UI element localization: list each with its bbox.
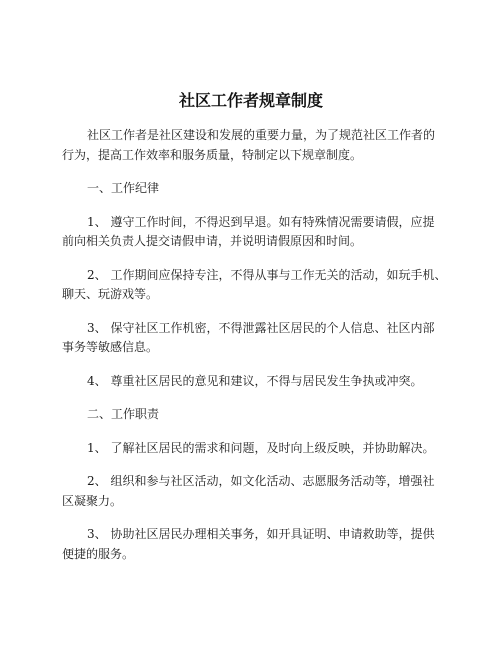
duties-item-2 bbox=[62, 472, 450, 511]
section-heading: 二、工作职责 bbox=[87, 407, 160, 421]
document-title: 社区工作者规章制度 bbox=[178, 91, 323, 110]
paragraph-line: 便捷的服务。 bbox=[62, 546, 135, 561]
paragraph-line: 4、 尊重社区居民的意见和建议，不得与居民发生争执或冲突。 bbox=[87, 373, 423, 388]
paragraph-line: 行为，提高工作效率和服务质量，特制定以下规章制度。 bbox=[62, 147, 363, 162]
section-heading-duties bbox=[62, 405, 450, 425]
duties-item-1 bbox=[62, 439, 450, 459]
discipline-item-1 bbox=[62, 213, 450, 252]
section-heading-discipline bbox=[62, 179, 450, 199]
paragraph-line: 1、 了解社区居民的需求和问题，及时向上级反映，并协助解决。 bbox=[87, 440, 435, 455]
section-heading: 一、工作纪律 bbox=[87, 181, 160, 195]
discipline-item-2 bbox=[62, 266, 450, 305]
intro-paragraph bbox=[62, 126, 450, 165]
paragraph-line: 社区工作者是社区建设和发展的重要力量，为了规范社区工作者的 bbox=[87, 128, 436, 142]
paragraph-line: 前向相关负责人提交请假申请，并说明请假原因和时间。 bbox=[62, 234, 363, 248]
paragraph-line: 1、 遵守工作时间，不得迟到早退。如有特殊情况需要请假，应提 bbox=[87, 214, 435, 229]
paragraph-line: 3、 保守社区工作机密，不得泄露社区居民的个人信息、社区内部 bbox=[87, 320, 435, 335]
paragraph-line: 区凝聚力。 bbox=[62, 493, 123, 508]
paragraph-line: 2、 工作期间应保持专注，不得从事与工作无关的活动，如玩手机、 bbox=[87, 267, 447, 282]
discipline-item-3 bbox=[62, 319, 450, 358]
paragraph-line: 2、 组织和参与社区活动，如文化活动、志愿服务活动等，增强社 bbox=[87, 474, 435, 488]
paragraph-line: 3、 协助社区居民办理相关事务，如开具证明、申请救助等，提供 bbox=[87, 527, 435, 541]
document-body bbox=[62, 126, 450, 578]
discipline-item-4 bbox=[62, 372, 450, 392]
paragraph-line: 事务等敏感信息。 bbox=[62, 340, 159, 354]
duties-item-3 bbox=[62, 525, 450, 564]
paragraph-line: 聊天、玩游戏等。 bbox=[62, 287, 159, 301]
